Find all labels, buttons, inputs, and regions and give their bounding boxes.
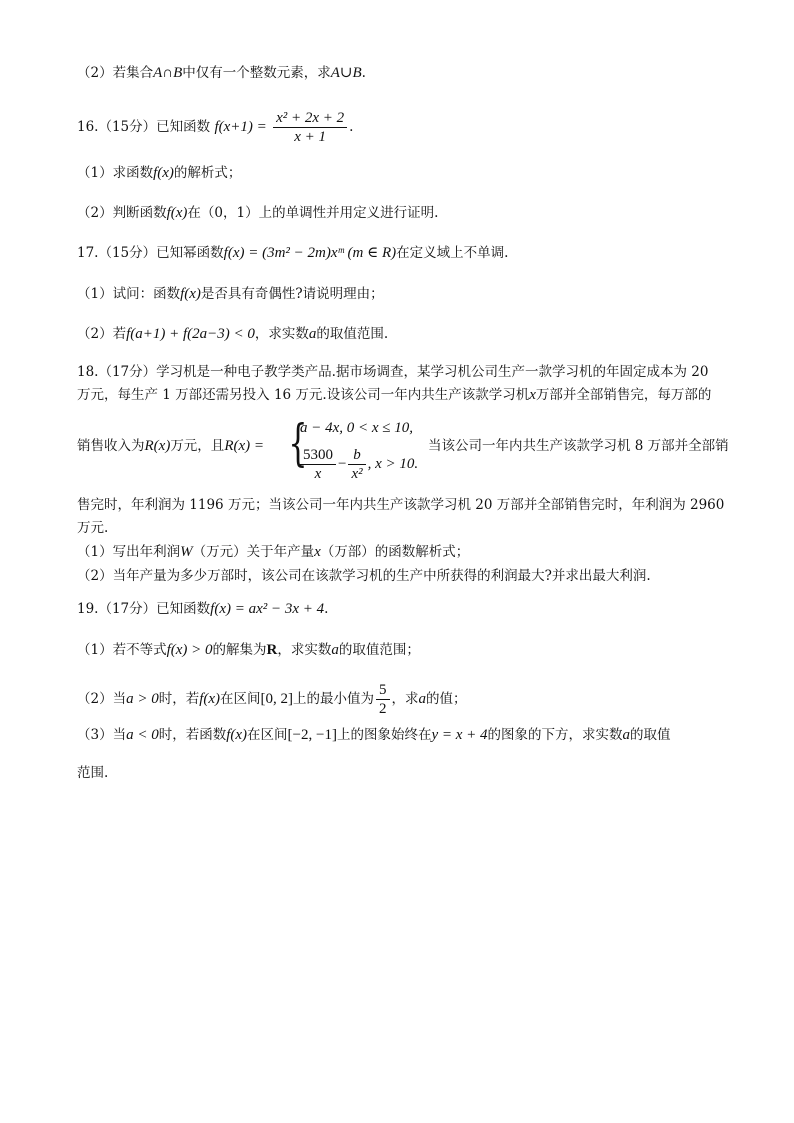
text: （1）求函数	[77, 165, 154, 181]
q18-line5	[77, 518, 108, 538]
q18-line1	[77, 362, 708, 382]
q15-part2	[77, 63, 366, 83]
math-expr: f(x)	[180, 286, 201, 302]
text: 万元，每生产 1 万部还需另投入 16 万元.设该公司一年内共生产该款学习机	[77, 387, 530, 403]
math-expr: f(x+1) =	[214, 119, 267, 135]
q18-line4	[77, 495, 724, 515]
math-expr: , x > 10.	[367, 456, 419, 472]
q18-line2	[77, 385, 711, 405]
fraction	[376, 681, 390, 718]
denominator: x + 1	[294, 129, 326, 145]
text: ，求	[391, 691, 419, 707]
math-var: a	[418, 691, 427, 707]
text: 万部并全部销售完，每万部的	[535, 387, 712, 403]
q19-part1	[77, 640, 420, 660]
math-expr: R(x)	[144, 438, 171, 454]
q17-part1	[77, 284, 384, 304]
text: 在区间	[247, 727, 288, 743]
math-expr: f(x) = ax² − 3x + 4	[210, 601, 325, 617]
math-var: a	[622, 727, 631, 743]
q19-part2	[77, 680, 467, 718]
question-number: 17.（15分）已知幂函数	[77, 245, 224, 261]
fraction	[300, 446, 336, 483]
text: （万部）的函数解析式；	[320, 544, 470, 560]
text: （2）若集合	[77, 65, 154, 81]
q19-part3-cont	[77, 763, 108, 783]
text: 在（0，1）上的单调性并用定义进行证明.	[187, 205, 439, 221]
q17-head	[77, 243, 508, 263]
question-number: 16.（15分）已知函数	[77, 119, 211, 135]
q18-part2	[77, 566, 651, 586]
math-expr: y = x + 4	[431, 727, 488, 743]
math-expr: a < 0	[126, 727, 159, 743]
q18-line3	[77, 436, 264, 456]
text: （1）若不等式	[77, 642, 167, 658]
text: 时，若	[158, 691, 200, 707]
text: （2）判断函数	[77, 205, 167, 221]
text: （2）若	[77, 326, 127, 342]
text: 销售收入为	[77, 438, 145, 454]
q18-part1	[77, 542, 469, 562]
math-var: x	[314, 544, 321, 560]
text: 上的图象始终在	[336, 727, 432, 743]
math-expr: A∪B	[330, 65, 362, 81]
math-var: W	[180, 544, 193, 560]
text: （2）当	[77, 691, 127, 707]
math-var: a	[308, 326, 317, 342]
fraction	[273, 109, 347, 146]
text: 中仅有一个整数元素，求	[182, 65, 331, 81]
text: 售完时，年利润为 1196 万元；当该公司一年内共生产该款学习机 20 万部并全部销售完时，年利润为 2960	[77, 497, 725, 513]
q16-part1	[77, 163, 241, 183]
denominator: 2	[379, 701, 387, 717]
math-expr: f(x)	[153, 165, 174, 181]
fraction	[348, 446, 365, 483]
text: ，求实数	[254, 326, 309, 342]
text: 当该公司一年内共生产该款学习机 8 万部并全部销	[428, 438, 729, 454]
text: 的值；	[426, 691, 467, 707]
text: 是否具有奇偶性?请说明理由；	[200, 286, 384, 302]
math-expr: A∩B	[153, 65, 183, 81]
text: 在区间	[220, 691, 261, 707]
text: 18.（17分）学习机是一种电子教学类产品.据市场调查，某学习机公司生产一款学习机的年固定成本为 20	[77, 364, 709, 380]
q19-head	[77, 599, 328, 619]
q19-part3	[77, 725, 671, 745]
question-number: 19.（17分）已知函数	[77, 601, 211, 617]
numerator: x² + 2x + 2	[273, 109, 347, 128]
math-expr: f(a+1) + f(2a−3) < 0	[126, 326, 255, 342]
denominator: x²	[351, 466, 363, 482]
piecewise-case2	[298, 446, 418, 483]
math-expr: f(x)	[199, 691, 221, 707]
q16-head	[77, 108, 353, 146]
text: （万元）关于年产量	[192, 544, 315, 560]
text: ，求实数	[277, 642, 332, 658]
numerator: 5	[376, 681, 390, 700]
q17-part2	[77, 324, 388, 344]
text: （3）当	[77, 727, 127, 743]
text: .	[361, 65, 366, 81]
math-expr: f(x)	[166, 205, 188, 221]
math-op: −	[338, 456, 347, 472]
text: .	[349, 119, 354, 135]
math-var: a	[331, 642, 339, 658]
math-expr: f(x) = (3m² − 2m)xᵐ (m ∈ R)	[223, 245, 397, 261]
q18-line3-tail	[428, 436, 729, 456]
left-brace: {	[288, 414, 308, 472]
math-expr: R(x) =	[224, 438, 264, 454]
text: 的取值	[630, 727, 671, 743]
text: 的取值范围.	[316, 326, 389, 342]
text: 的图象的下方，求实数	[487, 727, 623, 743]
text: 万元.	[77, 520, 109, 536]
text: 在定义域上不单调.	[396, 245, 509, 261]
math-set: R	[266, 642, 278, 658]
piecewise-case1	[300, 418, 413, 438]
math-expr: f(x) > 0	[166, 642, 213, 658]
math-interval: [−2, −1]	[287, 727, 337, 743]
text: 的取值范围；	[338, 642, 420, 658]
text: 的解析式；	[173, 165, 242, 181]
numerator: 5300	[300, 446, 336, 465]
text: （1）试问：函数	[77, 286, 181, 302]
text: 的解集为	[212, 642, 267, 658]
math-expr: f(x)	[226, 727, 248, 743]
text: 时，若函数	[158, 727, 227, 743]
text: 万元，且	[170, 438, 225, 454]
text: .	[324, 601, 329, 617]
math-expr: a > 0	[126, 691, 159, 707]
text: 上的最小值为	[293, 691, 375, 707]
math-interval: [0, 2]	[260, 691, 294, 707]
denominator: x	[314, 466, 322, 482]
text: （2）当年产量为多少万部时，该公司在该款学习机的生产中所获得的利润最大?并求出最大利润.	[77, 568, 651, 584]
numerator: b	[348, 446, 365, 465]
text: 范围.	[77, 765, 109, 781]
text: （1）写出年利润	[77, 544, 181, 560]
math-var: x	[529, 387, 536, 403]
math-expr: a − 4x, 0 < x ≤ 10,	[300, 420, 414, 436]
q16-part2	[77, 203, 438, 223]
